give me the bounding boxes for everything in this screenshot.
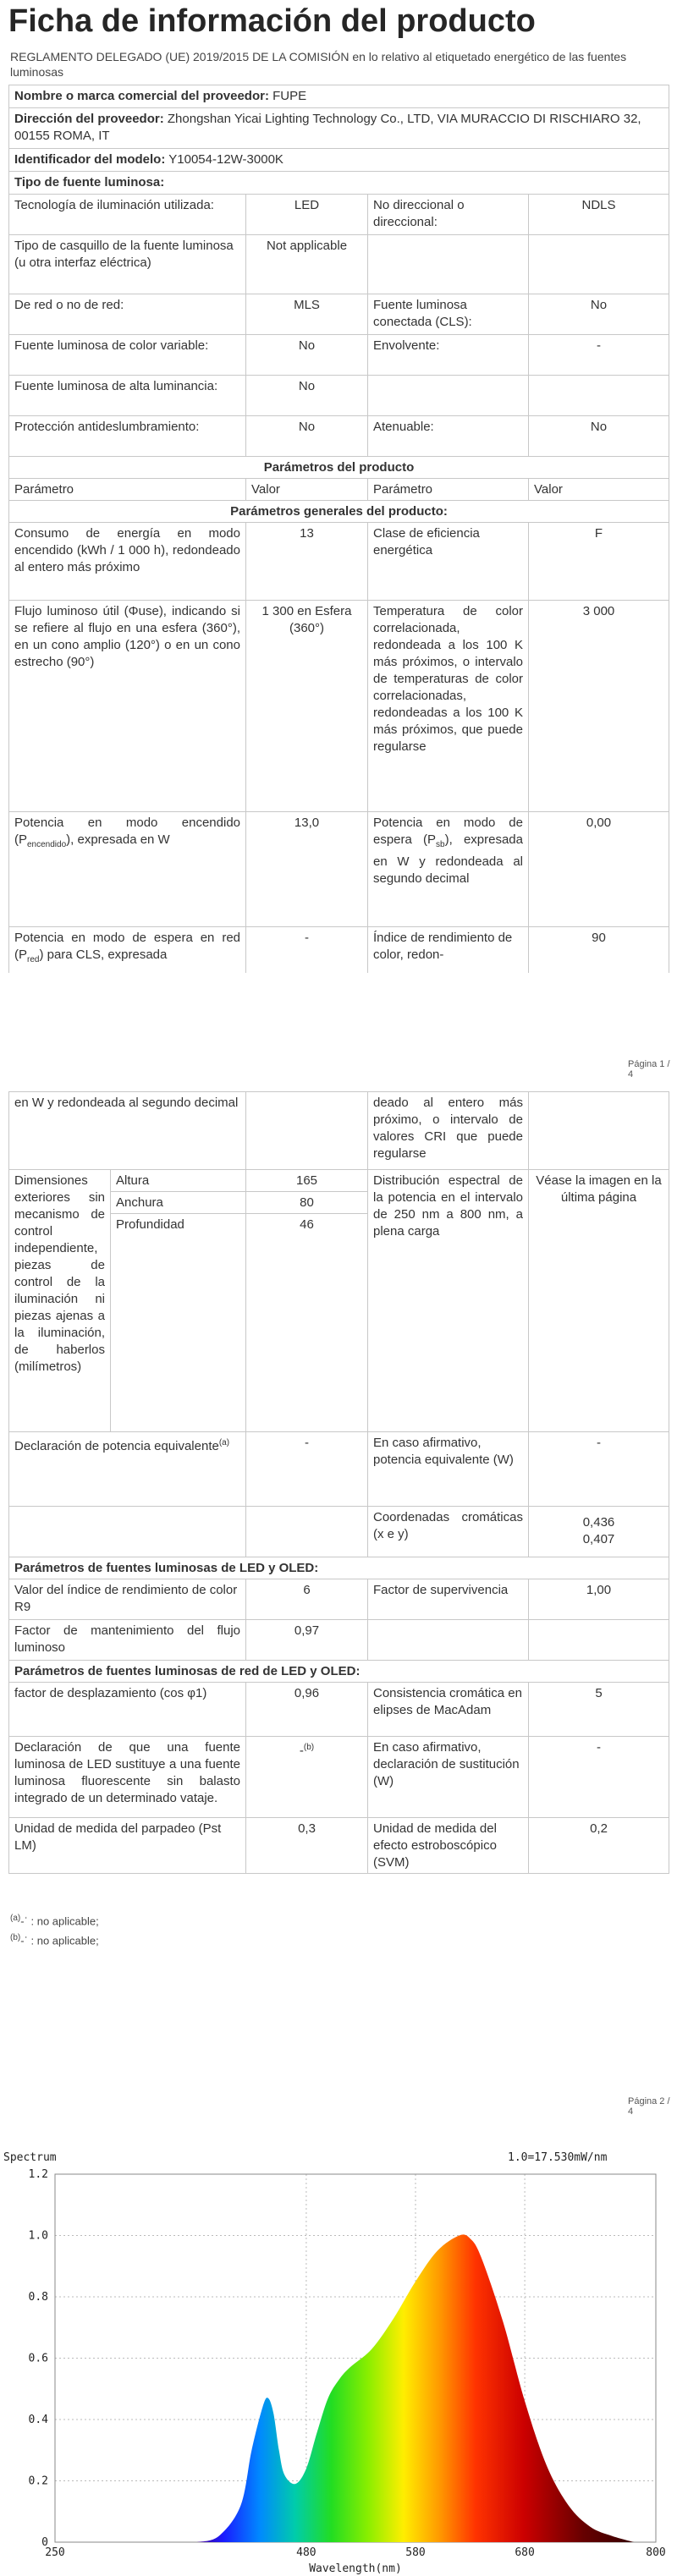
page-number-2: Página 2 / 4 — [628, 2096, 670, 2117]
source-type-header: Tipo de fuente luminosa: — [9, 172, 669, 195]
info-table-page-1 — [8, 85, 669, 973]
colour-row: Fuente luminosa de color variable: No Envolvente: - — [9, 335, 669, 376]
y-tick-labels — [29, 2168, 49, 2549]
displacement-row: factor de desplazamiento (cos φ1) 0,96 Consistencia cromática en elipses de MacAdam 5 — [9, 1683, 669, 1737]
general-params-header: Parámetros generales del producto: — [9, 501, 669, 523]
params-column-header: Parámetro Valor Parámetro Valor — [9, 479, 669, 501]
spectrum-chart — [0, 2149, 677, 2576]
address-label: Dirección del proveedor: — [14, 112, 164, 126]
regulation-text: REGLAMENTO DELEGADO (UE) 2019/2015 DE LA COMISIÓN en lo relativo al etiquetado energético de las fuentes luminosas — [10, 50, 627, 79]
info-table-page-2 — [8, 1091, 669, 1874]
network-standby-row: Potencia en modo de espera en red $(P_{red})$ para CLS, expresada - Índice de rendimiento de color, redon- 90 — [9, 927, 669, 973]
product-params-header: Parámetros del producto — [9, 457, 669, 479]
y-tick-label: 0.8 — [28, 2291, 48, 2304]
y-tick-label: 1.2 — [28, 2168, 48, 2181]
model-row — [9, 149, 669, 172]
y-tick-label: 0.2 — [28, 2474, 48, 2488]
flux-row: Flujo luminoso útil (Φuse), indicando si se refiere al flujo en una esfera (360°), en un cono amplio (120°) o en un cono estrecho (90°) 1 300 en Esfera (360°) Temperatura de color correlacionada, redondeada a los 100 K más próximos, o intervalo de temperaturas de color correlacionadas, redondeadas a los 100 K más próximos, que puede regularse 3 000 — [9, 601, 669, 812]
supplier-value: FUPE — [272, 89, 307, 103]
y-tick-label: 0.6 — [28, 2352, 48, 2365]
glare-row: Protección antideslumbramiento: No Atenuable: No — [9, 416, 669, 457]
y-tick-label: 0.4 — [28, 2414, 48, 2426]
model-label: Identificador del modelo: — [14, 152, 166, 167]
led-params-header: Parámetros de fuentes luminosas de LED y OLED: — [9, 1557, 669, 1579]
chart-annotation: 1.0=17.530mW/nm — [508, 2151, 608, 2164]
chart-title: Spectrum — [3, 2151, 57, 2164]
x-tick-label: 250 — [45, 2546, 65, 2559]
footnote-a: $^{(a)}$-ˈ : no aplicable; — [10, 1914, 99, 1928]
chromaticity-row: Coordenadas cromáticas (x e y) 0,436 0,407 — [9, 1507, 669, 1557]
footnotes — [10, 1910, 99, 1950]
mains-led-params-header: Parámetros de fuentes luminosas de red de LED y OLED: — [9, 1661, 669, 1683]
luminance-row: Fuente luminosa de alta luminancia: No — [9, 376, 669, 416]
cap-row: Tipo de casquillo de la fuente luminosa (u otra interfaz eléctrica) Not applicable — [9, 235, 669, 294]
dimensions-row: Dimensiones exteriores sin mecanismo de control independiente, piezas de control de la iluminación ni piezas ajenas a la iluminación, de haberlos (milímetros) Altura Anchura Profundidad 165 80 46 Distribución espectral de la potencia en el intervalo de 250 nm a 800 nm, a plena carga Véase la imagen en la última página — [9, 1170, 669, 1432]
x-tick-labels — [45, 2546, 665, 2559]
maintenance-row: Factor de mantenimiento del flujo luminoso 0,97 — [9, 1620, 669, 1661]
replacement-row: Declaración de que una fuente luminosa de LED sustituye a una fuente luminosa fluorescente sin balasto integrado de un determinado vataje. -$^{(b)}$ En caso afirmativo, declaración de sustitución (W) - — [9, 1737, 669, 1818]
x-tick-label: 800 — [646, 2546, 666, 2559]
flicker-row: Unidad de medida del parpadeo (Pst LM) 0,3 Unidad de medida del efecto estroboscópico (SVM) 0,2 — [9, 1818, 669, 1874]
supplier-label: Nombre o marca comercial del proveedor: — [14, 89, 269, 103]
power-row: Potencia en modo encendido $(P_{encendido})$, expresada en W 13,0 Potencia en modo de espera $(P_{sb})$, expresada en W y redondeada al segundo decimal 0,00 — [9, 812, 669, 927]
model-value: Y10054-12W-3000K — [168, 152, 283, 167]
page-number-1: Página 1 / 4 — [628, 1059, 670, 1079]
x-tick-label: 580 — [405, 2546, 426, 2559]
page-title: Ficha de información del producto — [8, 3, 536, 39]
network-standby-row-cont: en W y redondeada al segundo decimal deado al entero más próximo, o intervalo de valores CRI que puede regularse — [9, 1092, 669, 1170]
address-row — [9, 108, 669, 149]
supplier-row — [9, 85, 669, 108]
r9-row: Valor del índice de rendimiento de color R9 6 Factor de supervivencia 1,00 — [9, 1579, 669, 1620]
footnote-b: $^{(b)}$-ˈ : no aplicable; — [10, 1933, 99, 1947]
x-axis-label: Wavelength(nm) — [309, 2562, 402, 2575]
mains-row: De red o no de red: MLS Fuente luminosa conectada (CLS): No — [9, 294, 669, 335]
equivalent-power-row: Declaración de potencia equivalente$^{(a)}$ - En caso afirmativo, potencia equivalente (W) - — [9, 1432, 669, 1507]
energy-row: Consumo de energía en modo encendido (kWh / 1 000 h), redondeado al entero más próximo 13 Clase de eficiencia energética F — [9, 523, 669, 601]
address-value: Zhongshan Yicai Lighting Technology Co., LTD, VIA MURACCIO DI RISCHIARO 32, 00155 ROMA, IT — [14, 112, 641, 143]
y-tick-label: 0 — [41, 2536, 48, 2549]
tech-row: Tecnología de iluminación utilizada: LED No direccional o direccional: NDLS — [9, 195, 669, 235]
x-tick-label: 680 — [515, 2546, 535, 2559]
y-tick-label: 1.0 — [28, 2229, 48, 2243]
x-tick-label: 480 — [296, 2546, 316, 2559]
